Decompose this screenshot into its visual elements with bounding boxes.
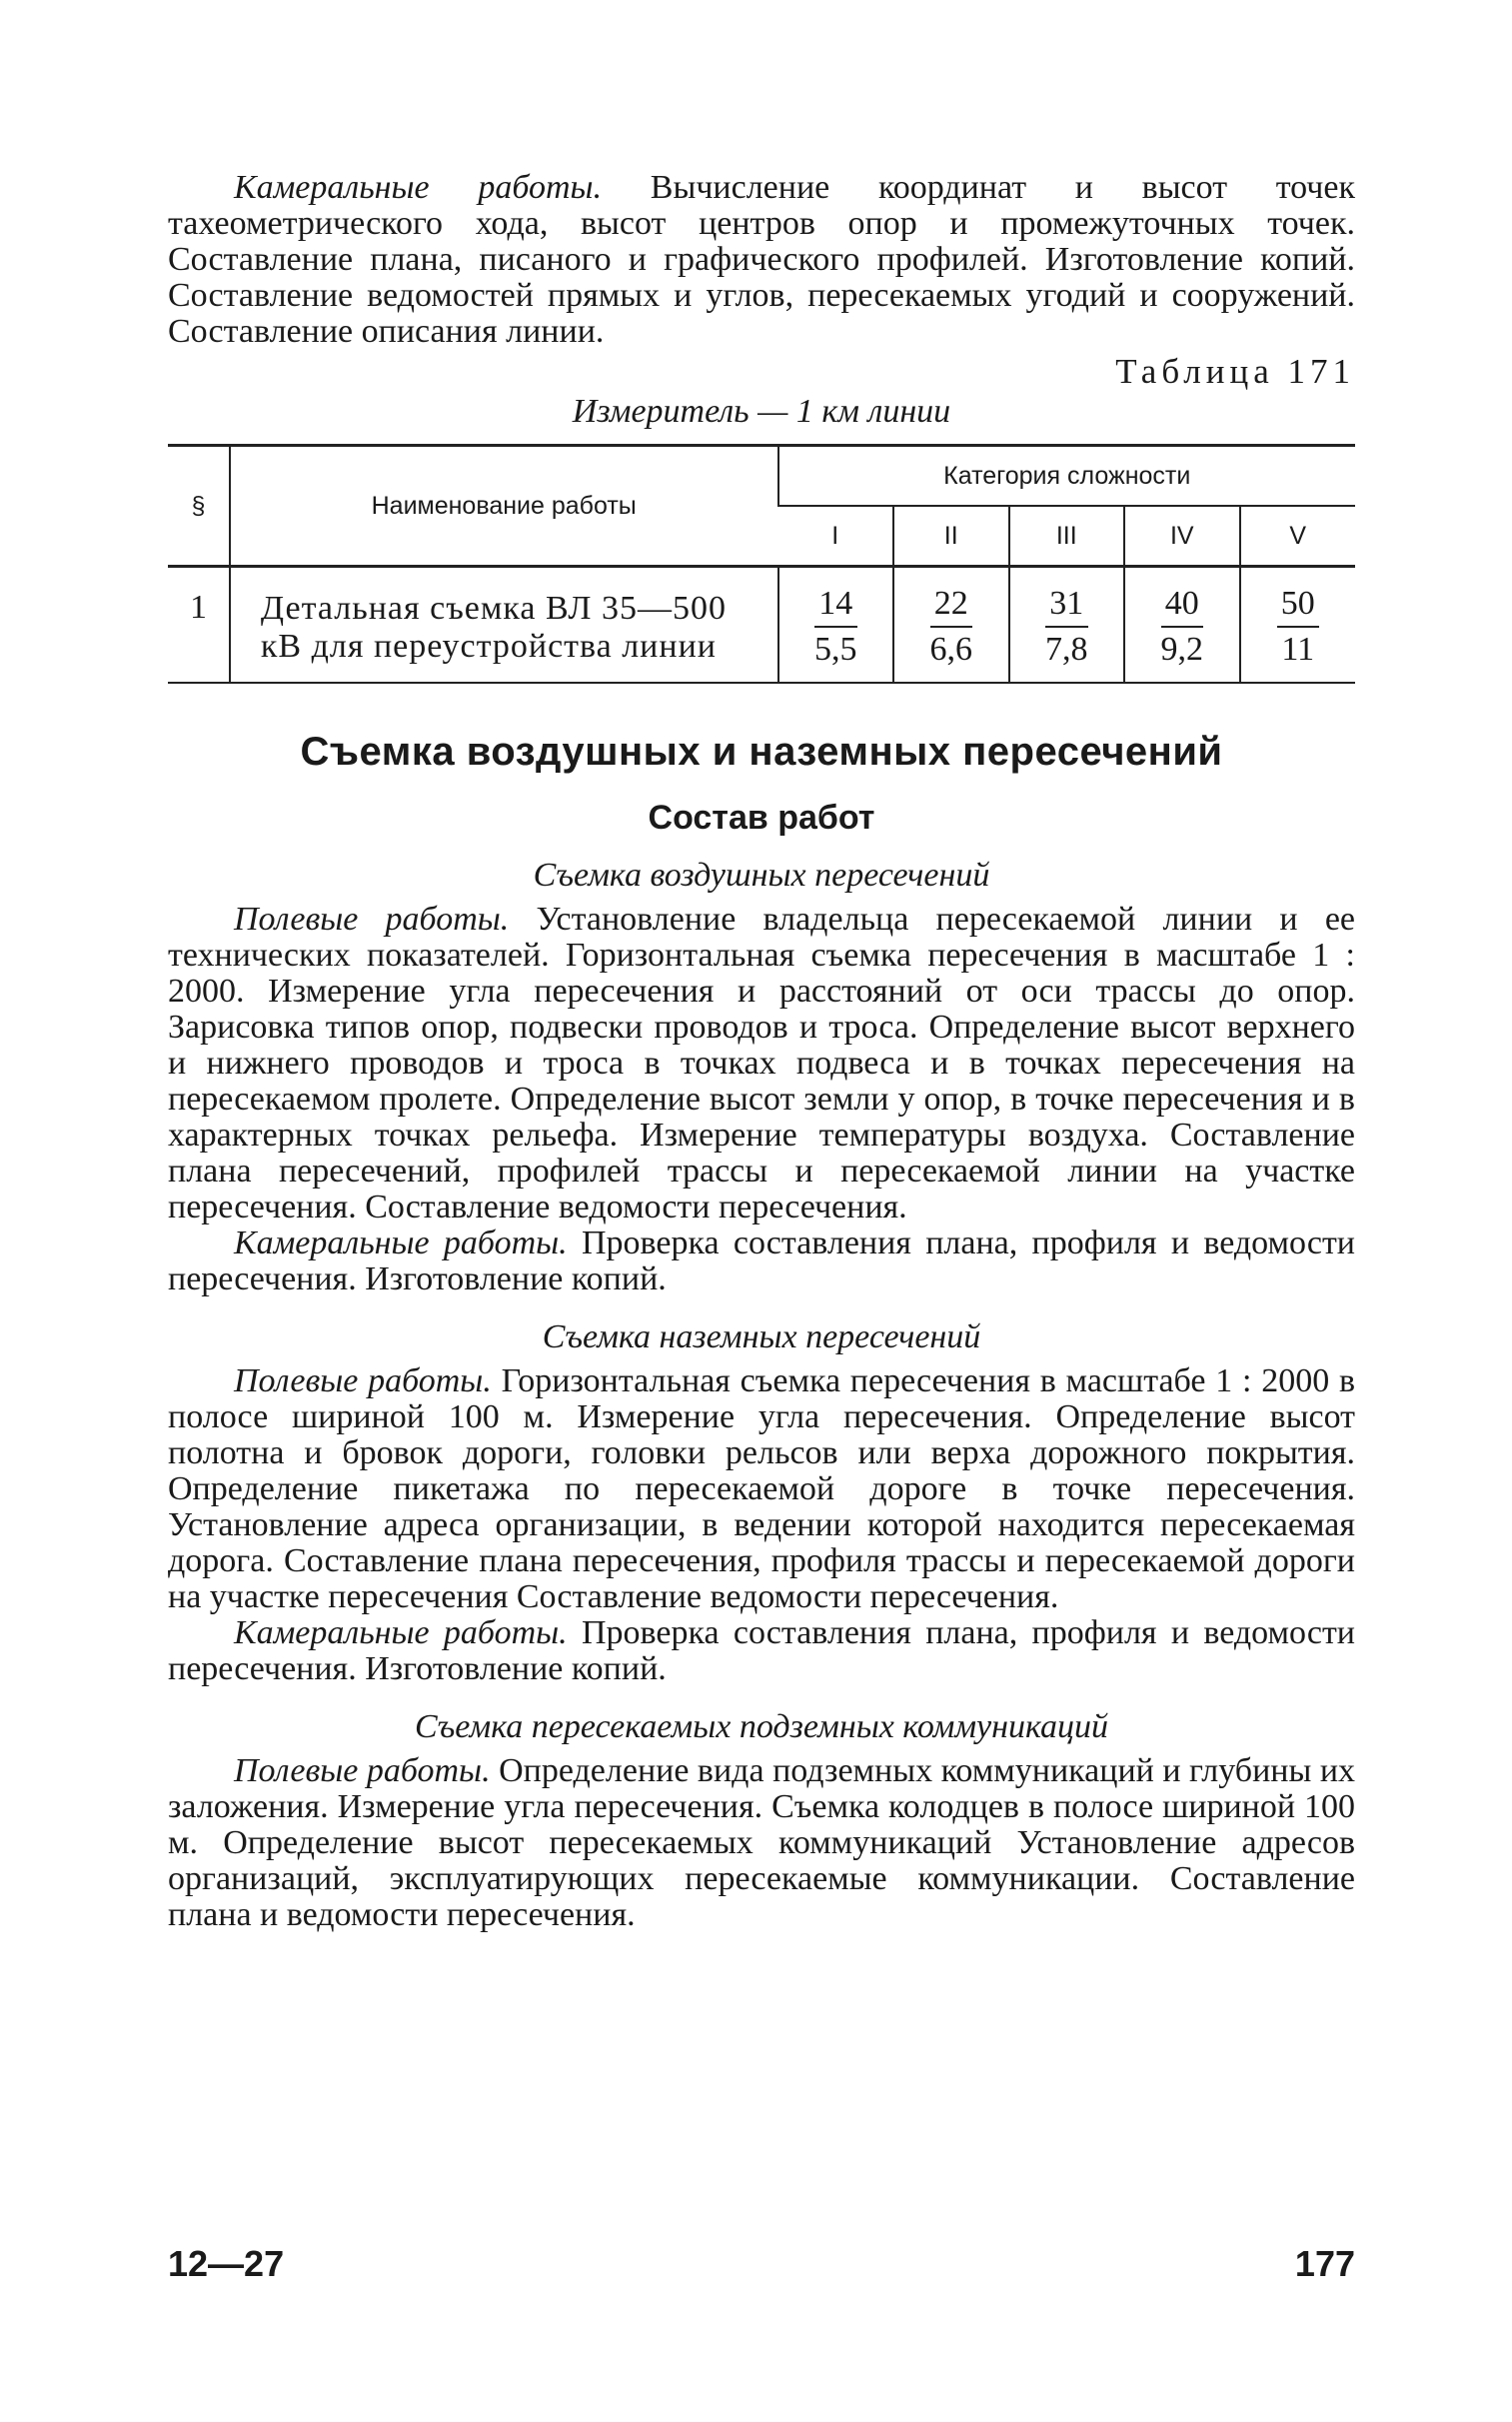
field-work-lead: Полевые работы. [234,901,510,938]
office-work-text: Вычисление координат и высот точек тахеометрического хода, высот центров опор и промежуточных точек. Составление плана, писаного и графического профилей. Изготовление копий. Составление ведомостей прямых и углов, пересекаемых угодий и сооружений. Составление описания линии. [168,169,1355,350]
value-top: 40 [1161,584,1204,628]
office-work-lead: Камеральные работы. [234,169,603,206]
ground-field-paragraph [168,1363,1355,1615]
table-caption: Таблица 171 [1115,352,1355,391]
table-measure: Измеритель — 1 км линии [572,393,951,430]
category-header-1: I [778,506,894,567]
ground-office-paragraph [168,1615,1355,1687]
norms-table [168,444,1355,684]
category-header-2: II [893,506,1009,567]
value-top: 22 [930,584,973,628]
value-bottom: 9,2 [1160,631,1203,668]
value-bottom: 7,8 [1045,631,1088,668]
field-work-text: Горизонтальная съемка пересечения в масштабе 1 : 2000 в полосе шириной 100 м. Измерение угла пересечения. Определение высот полотна и бровок дороги, головки рельсов или верха дорожного покрытия. Определение пикетажа по пересекаемой дороге в точке пересечения. Установление адреса организации, в ведении которой находится пересекаемая дорога. Составление плана пересечения, профиля трассы и пересекаемой дороги на участке пересечения Составление ведомости пересечения. [168,1362,1355,1615]
ground-crossings-title: Съемка наземных пересечений [542,1318,981,1355]
table-row [168,567,1355,684]
value-top: 50 [1277,584,1319,628]
value-cell-1 [778,567,894,684]
row-section: 1 [189,589,207,626]
value-bottom: 11 [1281,631,1315,668]
value-top: 31 [1045,584,1088,628]
intro-paragraph [168,170,1355,350]
row-work-name: Детальная съемка ВЛ 35—500 кВ для переустройства линии [230,567,778,684]
page-body [168,170,1355,1933]
value-cell-2 [893,567,1009,684]
underground-title: Съемка пересекаемых подземных коммуникаций [414,1708,1109,1745]
field-work-text: Установление владельца пересекаемой линии и ее технических показателей. Горизонтальная съемка пересечения в масштабе 1 : 2000. Измерение угла пересечения и расстояний от оси трассы до опор. Зарисовка типов опор, подвески проводов и троса. Определение высот верхнего и нижнего проводов и троса в точках подвеса и в точках пересечения на пересекаемом пролете. Определение высот земли у опор, в точке пересечения и в характерных точках рельефа. Измерение температуры воздуха. Составление плана пересечений, профилей трассы и пересекаемой линии на участке пересечения. Составление ведомости пересечения. [168,901,1356,1225]
value-bottom: 6,6 [929,631,972,668]
office-work-lead: Камеральные работы. [234,1224,568,1261]
value-bottom: 5,5 [814,631,857,668]
category-header-4: IV [1124,506,1240,567]
value-cell-3 [1009,567,1125,684]
work-name-header: Наименование работы [230,446,778,567]
composition-title: Состав работ [648,799,875,837]
value-top: 14 [814,584,857,628]
office-work-text: Проверка составления плана, профиля и ведомости пересечения. Изготовление копий. [168,1224,1355,1297]
signature-mark: 12—27 [168,2243,285,2284]
category-header-5: V [1240,506,1356,567]
value-cell-4 [1124,567,1240,684]
section-header: § [168,446,230,567]
complexity-category-header: Категория сложности [778,446,1356,507]
underground-field-paragraph [168,1753,1355,1933]
field-work-lead: Полевые работы. [234,1752,491,1789]
office-work-lead: Камеральные работы. [234,1614,568,1651]
field-work-lead: Полевые работы. [234,1362,492,1399]
air-field-paragraph [168,902,1355,1225]
section-title: Съемка воздушных и наземных пересечений [300,730,1223,774]
field-work-text: Определение вида подземных коммуникаций и глубины их заложения. Измерение угла пересечения. Съемка колодцев в полосе шириной 100 м. Определение высот пересекаемых коммуникаций Установление адресов организаций, эксплуатирующих пересекаемые коммуникации. Составление плана и ведомости пересечения. [168,1752,1356,1933]
office-work-text: Проверка составления плана, профиля и ведомости пересечения. Изготовление копий. [168,1614,1355,1687]
value-cell-5 [1240,567,1356,684]
category-header-3: III [1009,506,1125,567]
air-office-paragraph [168,1225,1355,1297]
air-crossings-title: Съемка воздушных пересечений [533,857,990,894]
page-number: 177 [1294,2243,1355,2284]
